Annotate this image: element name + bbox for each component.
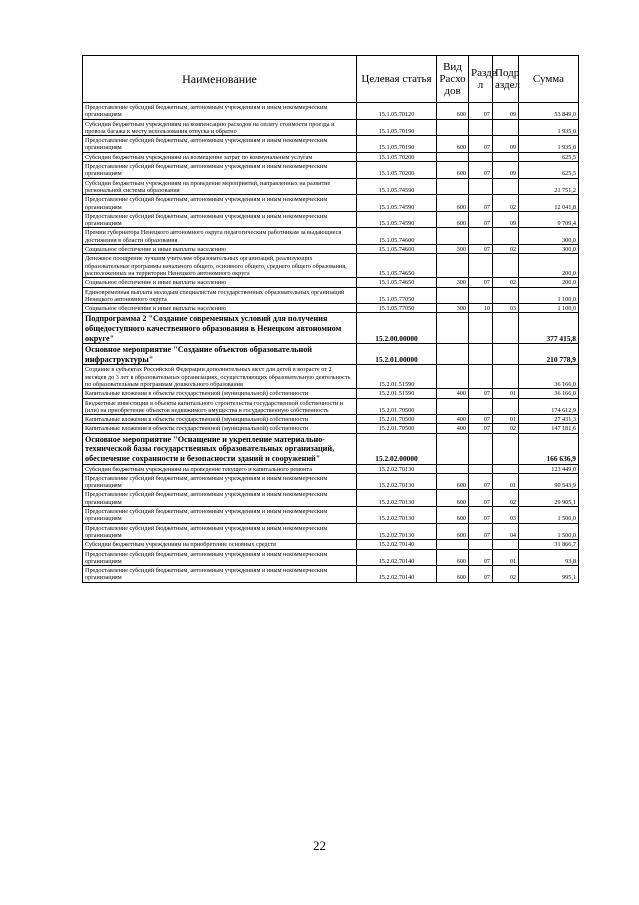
table-row <box>83 389 579 398</box>
row-section-cell <box>469 228 493 245</box>
row-section-cell: 07 <box>469 103 493 120</box>
row-target-code-cell: 15.2.02.70140 <box>357 566 437 583</box>
table-row <box>83 103 579 120</box>
row-target-code-cell: 15.2.01.70500 <box>357 415 437 424</box>
row-subsection-cell <box>493 152 519 161</box>
row-section-cell <box>469 433 493 464</box>
table-row <box>83 507 579 524</box>
row-section-cell: 07 <box>469 389 493 398</box>
row-section-cell: 07 <box>469 136 493 153</box>
row-section-cell <box>469 540 493 549</box>
row-section-cell <box>469 119 493 136</box>
table-row <box>83 119 579 136</box>
row-target-code-cell: 15.1.05.70190 <box>357 136 437 153</box>
row-section-cell: 07 <box>469 566 493 583</box>
row-target-code-cell: 15.2.02.70140 <box>357 540 437 549</box>
table-row <box>83 211 579 228</box>
row-expense-kind-cell: 600 <box>437 211 469 228</box>
row-name-cell: Предоставление субсидий бюджетным, автономным учреждениям и иным некоммерческим организациям <box>83 103 357 120</box>
row-subsection-cell: 09 <box>493 162 519 179</box>
row-target-code-cell: 15.1.05.74600 <box>357 228 437 245</box>
row-name-cell: Субсидии бюджетным учреждениям на возмещение затрат по коммунальным услугам <box>83 152 357 161</box>
row-sum-cell: 9 709,4 <box>519 211 579 228</box>
row-subsection-cell: 09 <box>493 211 519 228</box>
row-sum-cell: 12 041,8 <box>519 195 579 212</box>
row-target-code-cell: 15.1.05.70200 <box>357 162 437 179</box>
table-row <box>83 490 579 507</box>
row-sum-cell: 625,5 <box>519 152 579 161</box>
row-subsection-cell <box>493 119 519 136</box>
row-sum-cell: 90 543,9 <box>519 473 579 490</box>
table-row <box>83 195 579 212</box>
row-section-cell: 07 <box>469 245 493 254</box>
header-target: Целевая статья <box>357 56 437 103</box>
row-expense-kind-cell: 600 <box>437 136 469 153</box>
row-name-cell: Премии губернатора Ненецкого автономного округа педагогическим работникам за выдающиеся достижения в области образования <box>83 228 357 245</box>
row-sum-cell: 1 500,0 <box>519 507 579 524</box>
row-name-cell: Предоставление субсидий бюджетным, автономным учреждениям и иным некоммерческим организациям <box>83 566 357 583</box>
row-subsection-cell <box>493 365 519 389</box>
row-sum-cell: 53 849,0 <box>519 103 579 120</box>
row-subsection-cell: 02 <box>493 195 519 212</box>
row-sum-cell: 1 935,0 <box>519 119 579 136</box>
table-header <box>83 56 579 103</box>
row-sum-cell: 174 612,9 <box>519 398 579 415</box>
row-expense-kind-cell: 300 <box>437 304 469 313</box>
row-target-code-cell: 15.2.02.70140 <box>357 549 437 566</box>
row-sum-cell: 200,0 <box>519 278 579 287</box>
row-expense-kind-cell <box>437 254 469 278</box>
row-section-cell <box>469 254 493 278</box>
table-row <box>83 254 579 278</box>
row-expense-kind-cell: 400 <box>437 389 469 398</box>
budget-table <box>82 55 579 583</box>
row-subsection-cell: 03 <box>493 304 519 313</box>
row-sum-cell: 1 100,0 <box>519 287 579 304</box>
row-section-cell: 07 <box>469 523 493 540</box>
row-name-cell: Предоставление субсидий бюджетным, автономным учреждениям и иным некоммерческим организациям <box>83 523 357 540</box>
row-target-code-cell: 15.1.05.74590 <box>357 178 437 195</box>
row-expense-kind-cell <box>437 365 469 389</box>
row-expense-kind-cell: 400 <box>437 424 469 433</box>
row-target-code-cell: 15.2.01.70500 <box>357 424 437 433</box>
row-subsection-cell <box>493 287 519 304</box>
row-name-cell: Основное мероприятие "Оснащение и укрепление материально-технической базы государственных образовательных организаций, обеспечение сохранности и безопасности зданий и сооружений" <box>83 433 357 464</box>
row-target-code-cell: 15.1.05.74650 <box>357 254 437 278</box>
table-row <box>83 152 579 161</box>
row-expense-kind-cell: 600 <box>437 549 469 566</box>
header-subsection: Подр аздел <box>493 56 519 103</box>
row-sum-cell: 36 166,0 <box>519 389 579 398</box>
row-section-cell: 10 <box>469 304 493 313</box>
row-name-cell: Создание в субъектах Российской Федерации дополнительных мест для детей в возрасте от 2 месяцев до 3 лет в образовательных организациях, осуществляющих образовательную деятельность по образовательным программам дошкольного образования <box>83 365 357 389</box>
row-sum-cell: 1 935,0 <box>519 136 579 153</box>
row-subsection-cell: 04 <box>493 523 519 540</box>
row-subsection-cell <box>493 254 519 278</box>
row-subsection-cell <box>493 540 519 549</box>
row-sum-cell: 36 166,0 <box>519 365 579 389</box>
row-sum-cell: 995,1 <box>519 566 579 583</box>
row-name-cell: Субсидии бюджетным учреждениям на компенсацию расходов на оплату стоимости проезда и провоза багажа к месту использования отпуска и обратно <box>83 119 357 136</box>
row-section-cell: 07 <box>469 415 493 424</box>
row-name-cell: Капитальные вложения в объекты государственной (муниципальной) собственности <box>83 415 357 424</box>
row-target-code-cell: 15.1.05.70200 <box>357 152 437 161</box>
row-target-code-cell: 15.2.02.00000 <box>357 433 437 464</box>
row-target-code-cell: 15.1.05.77050 <box>357 287 437 304</box>
row-target-code-cell: 15.1.05.74590 <box>357 211 437 228</box>
row-subsection-cell <box>493 398 519 415</box>
row-section-cell: 07 <box>469 162 493 179</box>
row-sum-cell: 200,0 <box>519 254 579 278</box>
row-name-cell: Социальное обеспечение и иные выплаты населению <box>83 278 357 287</box>
row-expense-kind-cell <box>437 287 469 304</box>
row-name-cell: Субсидии бюджетным учреждениям на проведение текущего и капитального ремонта <box>83 464 357 473</box>
row-sum-cell: 31 866,7 <box>519 540 579 549</box>
table-row <box>83 365 579 389</box>
row-expense-kind-cell <box>437 433 469 464</box>
row-section-cell <box>469 313 493 344</box>
row-section-cell <box>469 365 493 389</box>
row-expense-kind-cell <box>437 152 469 161</box>
row-subsection-cell: 03 <box>493 507 519 524</box>
row-expense-kind-cell <box>437 178 469 195</box>
row-sum-cell: 29 905,1 <box>519 490 579 507</box>
row-expense-kind-cell <box>437 344 469 365</box>
table-row <box>83 278 579 287</box>
row-name-cell: Предоставление субсидий бюджетным, автономным учреждениям и иным некоммерческим организациям <box>83 473 357 490</box>
row-name-cell: Социальное обеспечение и иные выплаты населению <box>83 304 357 313</box>
header-section: Разде л <box>469 56 493 103</box>
row-section-cell: 07 <box>469 424 493 433</box>
row-subsection-cell: 01 <box>493 389 519 398</box>
row-section-cell <box>469 178 493 195</box>
row-expense-kind-cell <box>437 313 469 344</box>
row-target-code-cell: 15.2.00.00000 <box>357 313 437 344</box>
row-subsection-cell: 02 <box>493 278 519 287</box>
row-name-cell: Капитальные вложения в объекты государственной (муниципальной) собственности <box>83 424 357 433</box>
row-target-code-cell: 15.1.05.70190 <box>357 119 437 136</box>
row-expense-kind-cell <box>437 398 469 415</box>
table-row <box>83 433 579 464</box>
row-target-code-cell: 15.2.02.70130 <box>357 464 437 473</box>
table-row <box>83 287 579 304</box>
row-expense-kind-cell <box>437 119 469 136</box>
row-expense-kind-cell: 300 <box>437 245 469 254</box>
row-section-cell <box>469 464 493 473</box>
table-row <box>83 549 579 566</box>
table-row <box>83 162 579 179</box>
row-subsection-cell: 01 <box>493 549 519 566</box>
row-name-cell: Основное мероприятие "Создание объектов образовательной инфраструктуры" <box>83 344 357 365</box>
row-expense-kind-cell: 600 <box>437 103 469 120</box>
header-kind: Вид Расхо дов <box>437 56 469 103</box>
row-subsection-cell <box>493 344 519 365</box>
row-name-cell: Денежное поощрение лучшим учителям образовательных организаций, реализующих образовательные программы начального общего, основного общего, среднего общего образования, расположенных на территории Ненецкого автономного округа <box>83 254 357 278</box>
row-section-cell: 07 <box>469 473 493 490</box>
table-row <box>83 473 579 490</box>
row-sum-cell: 300,0 <box>519 228 579 245</box>
table-row <box>83 304 579 313</box>
table-row <box>83 464 579 473</box>
row-name-cell: Единовременная выплата молодым специалистам государственных образовательных организаций Ненецкого автономного округа <box>83 287 357 304</box>
row-section-cell: 07 <box>469 507 493 524</box>
page-number: 22 <box>313 838 326 853</box>
row-section-cell: 07 <box>469 278 493 287</box>
table-row <box>83 228 579 245</box>
row-target-code-cell: 15.2.01.51590 <box>357 365 437 389</box>
row-subsection-cell: 02 <box>493 424 519 433</box>
table-row <box>83 424 579 433</box>
row-name-cell: Бюджетные инвестиции в объекты капитального строительства государственной собственности и (или) на приобретение объектов недвижимого имущества в государственную собственность <box>83 398 357 415</box>
row-target-code-cell: 15.1.05.74650 <box>357 278 437 287</box>
row-expense-kind-cell <box>437 464 469 473</box>
row-section-cell <box>469 344 493 365</box>
row-sum-cell: 123 449,0 <box>519 464 579 473</box>
row-subsection-cell <box>493 228 519 245</box>
row-subsection-cell: 02 <box>493 566 519 583</box>
table-row <box>83 540 579 549</box>
row-target-code-cell: 15.2.01.51590 <box>357 389 437 398</box>
table-row <box>83 136 579 153</box>
table-row <box>83 178 579 195</box>
table-row <box>83 344 579 365</box>
row-expense-kind-cell: 600 <box>437 507 469 524</box>
row-subsection-cell: 09 <box>493 136 519 153</box>
row-expense-kind-cell: 600 <box>437 195 469 212</box>
row-subsection-cell <box>493 178 519 195</box>
table-row <box>83 245 579 254</box>
row-name-cell: Субсидии бюджетным учреждениям на проведение мероприятий, направленных на развитие региональной системы образования <box>83 178 357 195</box>
table-row <box>83 313 579 344</box>
row-name-cell: Предоставление субсидий бюджетным, автономным учреждениям и иным некоммерческим организациям <box>83 211 357 228</box>
row-subsection-cell <box>493 433 519 464</box>
row-target-code-cell: 15.2.01.70500 <box>357 398 437 415</box>
row-section-cell: 07 <box>469 211 493 228</box>
row-section-cell: 07 <box>469 490 493 507</box>
row-expense-kind-cell: 600 <box>437 473 469 490</box>
row-section-cell: 07 <box>469 195 493 212</box>
row-expense-kind-cell: 400 <box>437 415 469 424</box>
row-name-cell: Предоставление субсидий бюджетным, автономным учреждениям и иным некоммерческим организациям <box>83 549 357 566</box>
row-target-code-cell: 15.1.05.70120 <box>357 103 437 120</box>
table-row <box>83 415 579 424</box>
row-sum-cell: 377 415,8 <box>519 313 579 344</box>
row-expense-kind-cell: 600 <box>437 490 469 507</box>
row-sum-cell: 21 751,2 <box>519 178 579 195</box>
row-section-cell <box>469 152 493 161</box>
table-row <box>83 398 579 415</box>
table-row <box>83 523 579 540</box>
row-name-cell: Предоставление субсидий бюджетным, автономным учреждениям и иным некоммерческим организациям <box>83 490 357 507</box>
row-subsection-cell: 02 <box>493 490 519 507</box>
row-sum-cell: 625,5 <box>519 162 579 179</box>
row-name-cell: Предоставление субсидий бюджетным, автономным учреждениям и иным некоммерческим организациям <box>83 507 357 524</box>
header-sum: Сумма <box>519 56 579 103</box>
row-sum-cell: 1 500,0 <box>519 523 579 540</box>
row-sum-cell: 1 100,0 <box>519 304 579 313</box>
row-sum-cell: 147 181,6 <box>519 424 579 433</box>
header-name: Наименование <box>83 56 357 103</box>
row-expense-kind-cell: 600 <box>437 566 469 583</box>
header-row <box>83 56 579 103</box>
row-target-code-cell: 15.2.02.70130 <box>357 473 437 490</box>
row-expense-kind-cell: 600 <box>437 162 469 179</box>
row-target-code-cell: 15.1.05.77050 <box>357 304 437 313</box>
row-subsection-cell: 01 <box>493 473 519 490</box>
row-subsection-cell <box>493 313 519 344</box>
row-subsection-cell: 09 <box>493 103 519 120</box>
row-name-cell: Предоставление субсидий бюджетным, автономным учреждениям и иным некоммерческим организациям <box>83 195 357 212</box>
row-sum-cell: 210 778,9 <box>519 344 579 365</box>
row-expense-kind-cell <box>437 540 469 549</box>
row-name-cell: Субсидии бюджетным учреждениям на приобретение основных средств <box>83 540 357 549</box>
table-row <box>83 566 579 583</box>
row-sum-cell: 27 431,3 <box>519 415 579 424</box>
row-target-code-cell: 15.2.02.70130 <box>357 523 437 540</box>
row-expense-kind-cell: 300 <box>437 278 469 287</box>
row-section-cell <box>469 398 493 415</box>
row-sum-cell: 300,0 <box>519 245 579 254</box>
row-target-code-cell: 15.2.02.70130 <box>357 490 437 507</box>
row-section-cell: 07 <box>469 549 493 566</box>
table-body <box>83 103 579 583</box>
row-target-code-cell: 15.1.05.74590 <box>357 195 437 212</box>
row-expense-kind-cell <box>437 228 469 245</box>
row-name-cell: Предоставление субсидий бюджетным, автономным учреждениям и иным некоммерческим организациям <box>83 162 357 179</box>
row-subsection-cell <box>493 464 519 473</box>
row-sum-cell: 166 636,9 <box>519 433 579 464</box>
row-subsection-cell: 02 <box>493 245 519 254</box>
row-name-cell: Капитальные вложения в объекты государственной (муниципальной) собственности <box>83 389 357 398</box>
row-target-code-cell: 15.1.05.74600 <box>357 245 437 254</box>
row-sum-cell: 93,8 <box>519 549 579 566</box>
row-subsection-cell: 01 <box>493 415 519 424</box>
row-name-cell: Социальное обеспечение и иные выплаты населению <box>83 245 357 254</box>
row-expense-kind-cell: 600 <box>437 523 469 540</box>
row-target-code-cell: 15.2.01.00000 <box>357 344 437 365</box>
row-name-cell: Предоставление субсидий бюджетным, автономным учреждениям и иным некоммерческим организациям <box>83 136 357 153</box>
row-target-code-cell: 15.2.02.70130 <box>357 507 437 524</box>
row-section-cell <box>469 287 493 304</box>
row-name-cell: Подпрограмма 2 "Создание современных условий для получения общедоступного качественного образования в Ненецком автономном округе" <box>83 313 357 344</box>
